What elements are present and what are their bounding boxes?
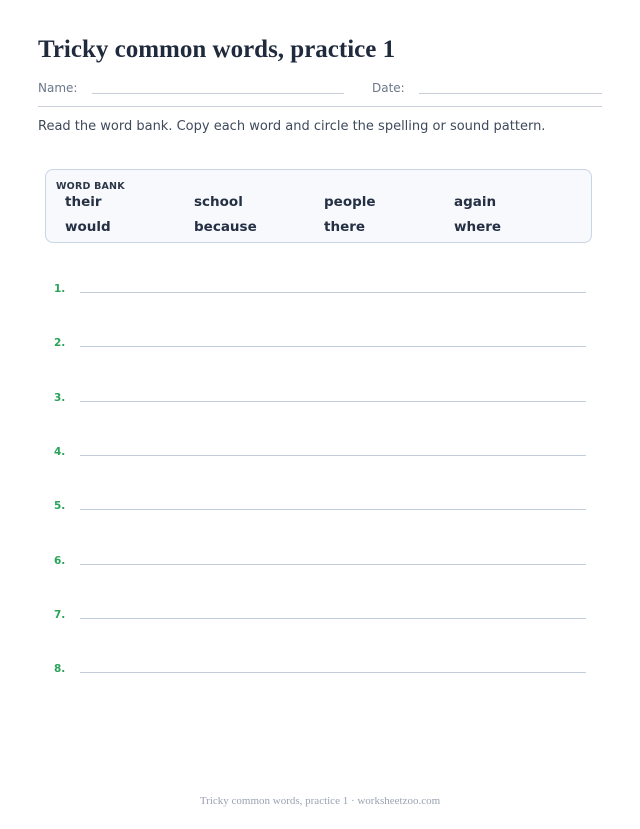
word-bank-word: because — [194, 219, 257, 235]
word-bank-word: people — [324, 194, 376, 210]
answer-line-4[interactable] — [80, 455, 586, 456]
date-label: Date: — [372, 81, 405, 95]
answer-line-7[interactable] — [80, 618, 586, 619]
word-bank-box — [45, 169, 592, 243]
worksheet-title: Tricky common words, practice 1 — [38, 36, 396, 63]
item-number: 3. — [54, 392, 66, 404]
word-bank-word: where — [454, 219, 502, 235]
answer-line-3[interactable] — [80, 401, 586, 402]
answer-line-1[interactable] — [80, 292, 586, 293]
word-bank-word: there — [324, 219, 366, 235]
answer-line-6[interactable] — [80, 564, 586, 565]
answer-line-8[interactable] — [80, 672, 586, 673]
item-number: 1. — [54, 283, 66, 295]
instructions-text: Read the word bank. Copy each word and circle the spelling or sound pattern. — [38, 119, 546, 134]
item-number: 7. — [54, 609, 66, 621]
item-number: 5. — [54, 500, 66, 512]
item-number: 4. — [54, 446, 66, 458]
name-write-line[interactable] — [92, 93, 344, 94]
item-number: 2. — [54, 337, 66, 349]
date-write-line[interactable] — [419, 93, 602, 94]
word-bank-word: school — [194, 194, 243, 210]
word-bank-word: would — [65, 219, 111, 235]
header-divider — [38, 106, 602, 107]
footer-text: Tricky common words, practice 1 · worksheetzoo.com — [199, 795, 441, 807]
item-number: 8. — [54, 663, 66, 675]
item-number: 6. — [54, 555, 66, 567]
word-bank-word: again — [454, 194, 497, 210]
word-bank-title: WORD BANK — [56, 181, 125, 192]
answer-line-2[interactable] — [80, 346, 586, 347]
name-label: Name: — [38, 81, 78, 95]
word-bank-word: their — [65, 194, 102, 210]
answer-line-5[interactable] — [80, 509, 586, 510]
